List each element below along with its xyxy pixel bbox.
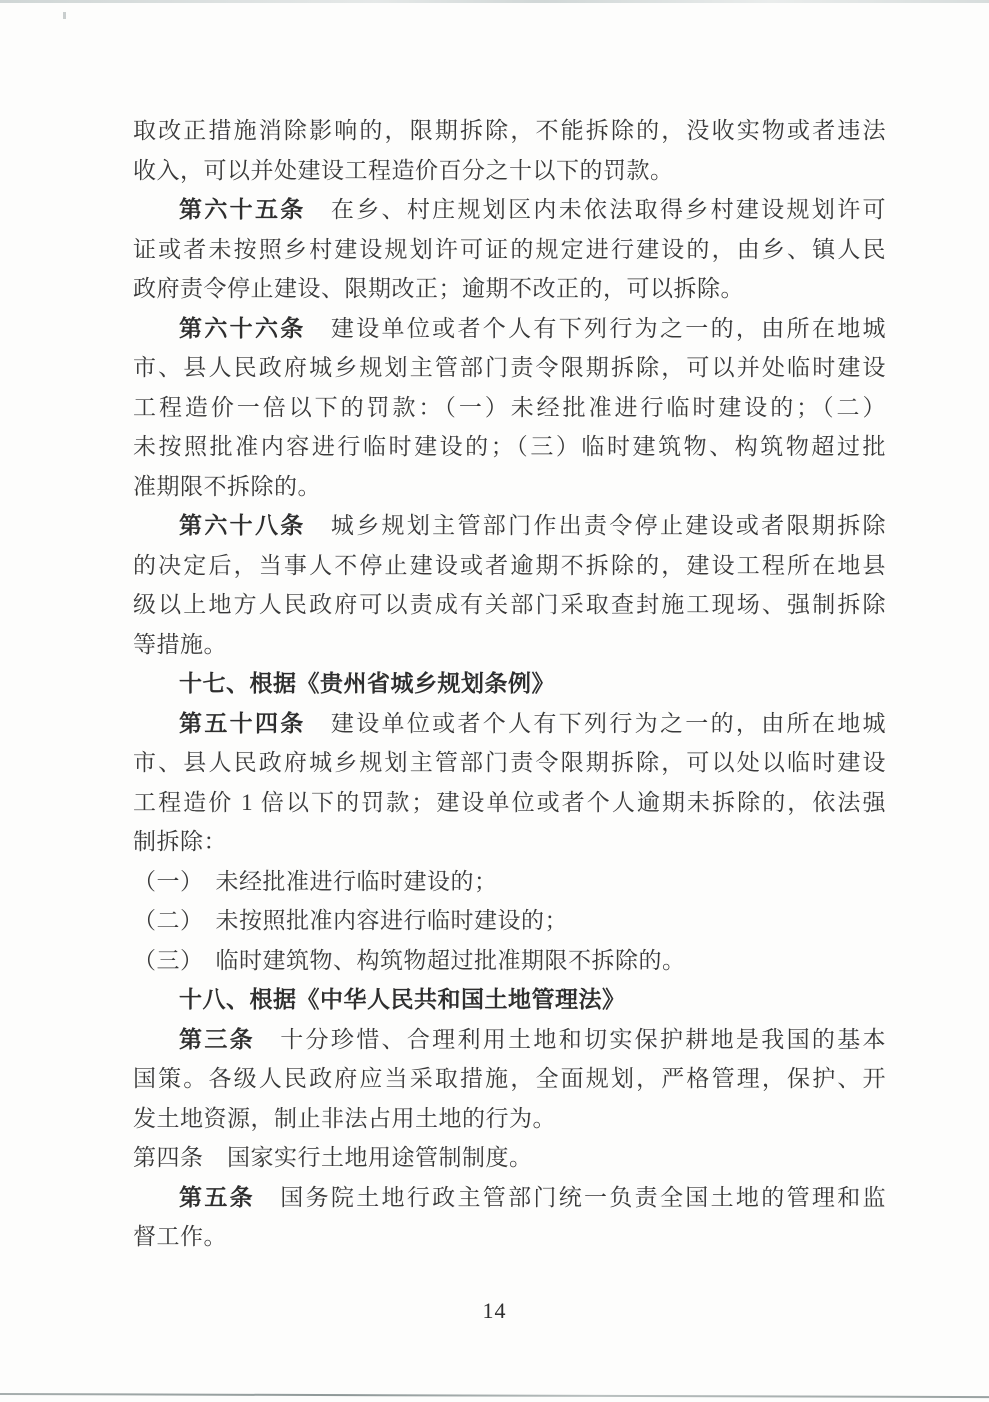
text-segment: 市、县人民政府城乡规划主管部门责令限期拆除，可以并处临时建设 <box>133 355 886 380</box>
text-segment: 的决定后，当事人不停止建设或者逾期不拆除的，建设工程所在地县 <box>133 552 886 578</box>
text-segment: 等措施。 <box>133 631 227 657</box>
text-segment: 十分珍惜、合理利用土地和切实保护耕地是我国的基本 <box>254 1026 887 1052</box>
text-segment: （二） 未按照批准内容进行临时建设的； <box>133 908 568 933</box>
text-line <box>133 704 886 744</box>
text-line <box>133 901 886 941</box>
text-segment: 城乡规划主管部门作出责令停止建设或者限期拆除 <box>305 513 887 538</box>
bold-text-segment: 第六十六条 <box>179 315 306 341</box>
text-line <box>133 625 886 665</box>
text-line <box>133 1099 886 1139</box>
text-line <box>133 1059 886 1099</box>
text-line <box>133 743 886 783</box>
bold-text-segment: 第六十五条 <box>179 197 306 222</box>
bold-text-segment: 第三条 <box>179 1026 255 1052</box>
text-line <box>133 862 886 902</box>
page-number: 14 <box>482 1298 507 1323</box>
text-line <box>133 1020 886 1060</box>
text-line <box>133 269 886 309</box>
text-line <box>133 1217 886 1257</box>
text-line <box>133 585 886 625</box>
text-line <box>133 151 886 191</box>
text-segment: 国务院土地行政主管部门统一负责全国土地的管理和监 <box>254 1184 887 1210</box>
text-line <box>133 546 886 586</box>
text-segment: 取改正措施消除影响的，限期拆除，不能拆除的，没收实物或者违法 <box>133 118 886 143</box>
bold-text-segment: 第五条 <box>179 1184 255 1210</box>
text-segment: 政府责令停止建设、限期改正；逾期不改正的，可以拆除。 <box>133 276 744 301</box>
text-segment: 工程造价一倍以下的罚款：（一）未经批准进行临时建设的；（二） <box>133 394 886 420</box>
text-line <box>133 783 886 823</box>
text-segment: 收入，可以并处建设工程造价百分之十以下的罚款。 <box>133 157 674 183</box>
bold-text-segment: 十七、根据《贵州省城乡规划条例》 <box>179 671 555 696</box>
bold-text-segment: 第五十四条 <box>179 710 306 736</box>
text-line <box>133 467 886 507</box>
text-line <box>133 664 886 704</box>
text-segment: 督工作。 <box>133 1224 227 1249</box>
document-body <box>133 111 886 1257</box>
text-line <box>133 111 886 151</box>
text-segment: 第四条 国家实行土地用途管制制度。 <box>133 1145 533 1170</box>
text-segment: 建设单位或者个人有下列行为之一的，由所在地城 <box>305 710 887 736</box>
text-line <box>133 941 886 981</box>
text-segment: 准期限不拆除的。 <box>133 473 321 499</box>
text-line <box>133 388 886 428</box>
text-segment: （一） 未经批准进行临时建设的； <box>133 868 498 894</box>
bold-text-segment: 十八、根据《中华人民共和国土地管理法》 <box>179 987 626 1012</box>
text-segment: （三） 临时建筑物、构筑物超过批准期限不拆除的。 <box>133 947 686 973</box>
text-line <box>133 822 886 862</box>
scan-artifact-top-edge <box>0 0 989 3</box>
text-line <box>133 506 886 546</box>
text-segment: 国策。各级人民政府应当采取措施，全面规划，严格管理，保护、开 <box>133 1066 886 1091</box>
text-line <box>133 190 886 230</box>
text-segment: 在乡、村庄规划区内未依法取得乡村建设规划许可 <box>305 197 887 222</box>
text-segment: 工程造价 1 倍以下的罚款；建设单位或者个人逾期未拆除的，依法强 <box>133 789 886 815</box>
text-line <box>133 427 886 467</box>
text-line <box>133 980 886 1020</box>
text-segment: 证或者未按照乡村建设规划许可证的规定进行建设的，由乡、镇人民 <box>133 236 886 262</box>
text-line <box>133 1138 886 1178</box>
text-line <box>133 1178 886 1218</box>
text-segment: 制拆除： <box>133 829 227 854</box>
text-segment: 级以上地方人民政府可以责成有关部门采取查封施工现场、强制拆除 <box>133 592 886 617</box>
text-line <box>133 230 886 270</box>
text-segment: 未按照批准内容进行临时建设的；（三）临时建筑物、构筑物超过批 <box>133 434 886 459</box>
text-line <box>133 348 886 388</box>
scan-artifact-speck <box>63 12 66 19</box>
bold-text-segment: 第六十八条 <box>179 513 306 538</box>
text-line <box>133 309 886 349</box>
scan-artifact-bottom-edge <box>0 1393 989 1398</box>
text-segment: 建设单位或者个人有下列行为之一的，由所在地城 <box>305 315 887 341</box>
text-segment: 发土地资源，制止非法占用土地的行为。 <box>133 1105 556 1131</box>
text-segment: 市、县人民政府城乡规划主管部门责令限期拆除，可以处以临时建设 <box>133 750 886 775</box>
